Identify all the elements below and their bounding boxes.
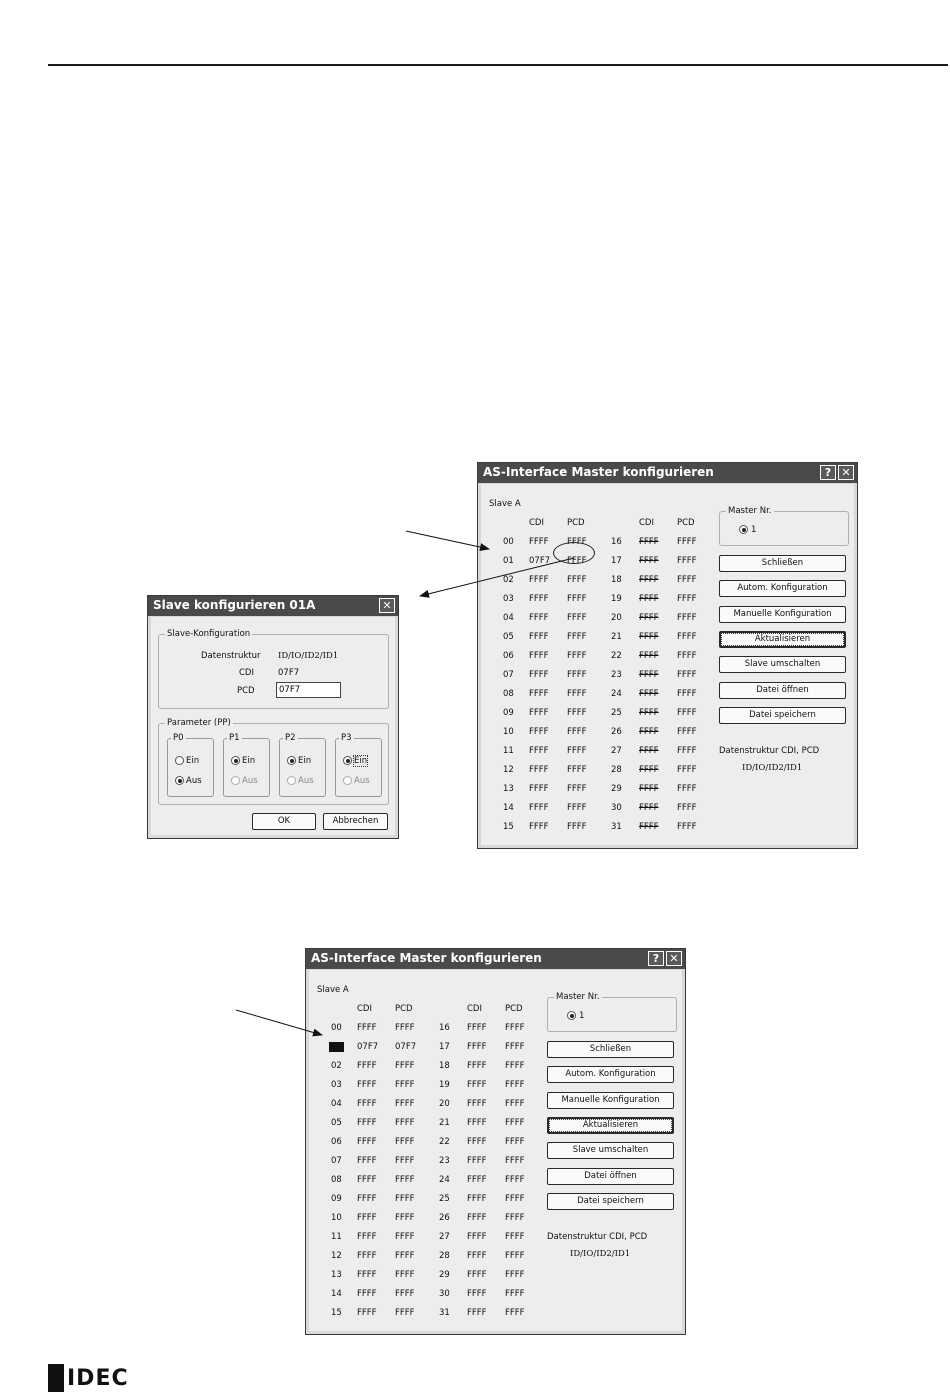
slave-number[interactable]: 15: [503, 822, 514, 832]
action-button-slave-umschalten[interactable]: Slave umschalten: [547, 1142, 674, 1159]
slave-cdi: FFFF: [357, 1118, 377, 1128]
slave-pcd: FFFF: [677, 613, 697, 623]
slave-pcd: FFFF: [677, 537, 697, 547]
param-aus-label: Aus: [186, 776, 202, 786]
slave-pcd: FFFF: [677, 727, 697, 737]
slave-number[interactable]: 12: [503, 765, 514, 775]
slave-number[interactable]: 11: [503, 746, 514, 756]
slave-number[interactable]: 04: [503, 613, 514, 623]
action-button-datei-ffnen[interactable]: Datei öffnen: [547, 1168, 674, 1185]
slave-number[interactable]: 19: [439, 1080, 450, 1090]
slave-pcd: FFFF: [677, 594, 697, 604]
action-button-aktualisieren[interactable]: Aktualisieren: [547, 1117, 674, 1134]
slave-number[interactable]: 04: [331, 1099, 342, 1109]
slave-number[interactable]: 31: [439, 1308, 450, 1318]
slave-cdi: FFFF: [357, 1023, 377, 1033]
master-radio-label: 1: [579, 1011, 585, 1021]
slave-pcd: FFFF: [677, 556, 697, 566]
slave-number[interactable]: 14: [331, 1289, 342, 1299]
slave-pcd: FFFF: [677, 632, 697, 642]
slave-pcd: FFFF: [677, 784, 697, 794]
slave-number[interactable]: 07: [503, 670, 514, 680]
slave-number[interactable]: 10: [331, 1213, 342, 1223]
slave-pcd: FFFF: [567, 651, 587, 661]
slave-number[interactable]: 18: [439, 1061, 450, 1071]
slave-a-label: Slave A: [489, 499, 521, 509]
slave-number[interactable]: 11: [331, 1232, 342, 1242]
slave-number[interactable]: 21: [611, 632, 622, 642]
slave-cdi: FFFF: [639, 594, 659, 604]
slave-pcd: FFFF: [395, 1308, 415, 1318]
slave-cdi: FFFF: [639, 651, 659, 661]
slave-cdi: FFFF: [639, 556, 659, 566]
slave-number[interactable]: 19: [611, 594, 622, 604]
slave-number[interactable]: 13: [331, 1270, 342, 1280]
slave-pcd: FFFF: [567, 803, 587, 813]
slave-number[interactable]: 18: [611, 575, 622, 585]
slave-number[interactable]: 20: [611, 613, 622, 623]
slave-pcd: FFFF: [677, 803, 697, 813]
slave-number[interactable]: 29: [611, 784, 622, 794]
action-button-slave-umschalten[interactable]: Slave umschalten: [719, 656, 846, 673]
action-button-aktualisieren[interactable]: Aktualisieren: [719, 631, 846, 648]
slave-number[interactable]: 02: [331, 1061, 342, 1071]
slave-number[interactable]: 31: [611, 822, 622, 832]
slave-cdi: FFFF: [639, 537, 659, 547]
slave-pcd: FFFF: [395, 1289, 415, 1299]
slave-pcd: FFFF: [677, 746, 697, 756]
slave-pcd: FFFF: [567, 822, 587, 832]
slave-cdi: FFFF: [357, 1232, 377, 1242]
slave-cdi: FFFF: [467, 1061, 487, 1071]
slave-config-label: Slave-Konfiguration: [167, 629, 251, 639]
master-nr-label: Master Nr.: [556, 992, 600, 1002]
slave-pcd: FFFF: [395, 1251, 415, 1261]
slave-pcd: FFFF: [677, 708, 697, 718]
param-ein-label: Ein: [354, 756, 368, 766]
slave-number[interactable]: 10: [503, 727, 514, 737]
slave-cdi: FFFF: [467, 1194, 487, 1204]
slave-pcd: FFFF: [395, 1232, 415, 1242]
slave-number[interactable]: 21: [439, 1118, 450, 1128]
close-icon[interactable]: ✕: [379, 598, 395, 613]
datastruct-value: ID/IO/ID2/ID1: [570, 1249, 631, 1259]
col-pcd-left: PCD: [395, 1004, 413, 1014]
action-button-datei-speichern[interactable]: Datei speichern: [719, 707, 846, 724]
slave-number[interactable]: 05: [503, 632, 514, 642]
slave-number[interactable]: 06: [503, 651, 514, 661]
slave-pcd: FFFF: [505, 1289, 525, 1299]
logo-text: IDEC: [67, 1365, 129, 1391]
slave-pcd: FFFF: [567, 537, 587, 547]
slave-number[interactable]: 12: [331, 1251, 342, 1261]
slave-cdi: FFFF: [467, 1137, 487, 1147]
logo-mark-icon: [48, 1364, 64, 1392]
action-button-manuelle-konfiguration[interactable]: Manuelle Konfiguration: [547, 1092, 674, 1109]
slave-number[interactable]: 28: [439, 1251, 450, 1261]
slave-cdi: FFFF: [357, 1156, 377, 1166]
master-radio-label: 1: [751, 525, 757, 535]
slave-cdi: FFFF: [529, 537, 549, 547]
datastruct-label: Datenstruktur: [201, 651, 261, 661]
cancel-button[interactable]: Abbrechen: [323, 813, 388, 830]
slave-cdi: FFFF: [639, 613, 659, 623]
slave-pcd: FFFF: [677, 689, 697, 699]
param-aus-label: Aus: [298, 776, 314, 786]
slave-cdi: FFFF: [639, 803, 659, 813]
slave-pcd: FFFF: [505, 1175, 525, 1185]
slave-pcd: FFFF: [505, 1137, 525, 1147]
slave-number[interactable]: 30: [439, 1289, 450, 1299]
slave-cdi: FFFF: [529, 803, 549, 813]
slave-cdi: FFFF: [357, 1175, 377, 1185]
slave-cdi: FFFF: [639, 746, 659, 756]
datastruct-label: Datenstruktur CDI, PCD: [547, 1232, 648, 1242]
slave-cdi: FFFF: [357, 1308, 377, 1318]
slave-cdi: FFFF: [467, 1156, 487, 1166]
col-cdi-right: CDI: [467, 1004, 482, 1014]
slave-pcd: FFFF: [677, 670, 697, 680]
slave-cdi: FFFF: [467, 1099, 487, 1109]
slave-pcd: FFFF: [567, 784, 587, 794]
slave-cdi: FFFF: [639, 727, 659, 737]
slave-number[interactable]: 28: [611, 765, 622, 775]
slave-a-label: Slave A: [317, 985, 349, 995]
slave-number[interactable]: 16: [439, 1023, 450, 1033]
action-button-schlie-en[interactable]: Schließen: [719, 555, 846, 572]
arrow-to-dialog: [420, 558, 574, 596]
slave-pcd: FFFF: [505, 1023, 525, 1033]
slave-number[interactable]: 15: [331, 1308, 342, 1318]
slave-number[interactable]: 03: [331, 1080, 342, 1090]
slave-cdi: 07F7: [357, 1042, 379, 1052]
slave-cdi: FFFF: [529, 708, 549, 718]
slave-pcd: FFFF: [677, 651, 697, 661]
slave-number[interactable]: 01: [503, 556, 514, 566]
slave-cdi: FFFF: [529, 727, 549, 737]
slave-cdi: FFFF: [529, 822, 549, 832]
help-icon[interactable]: ?: [648, 951, 664, 966]
param-ein-label: Ein: [242, 756, 256, 766]
param-aus-label: Aus: [354, 776, 370, 786]
slave-cdi: FFFF: [529, 575, 549, 585]
cdi-label: CDI: [239, 668, 254, 678]
slave-cdi: FFFF: [639, 575, 659, 585]
slave-number[interactable]: 06: [331, 1137, 342, 1147]
dialog-title: Slave konfigurieren 01A: [153, 598, 316, 612]
slave-number[interactable]: 22: [611, 651, 622, 661]
action-button-datei-ffnen[interactable]: Datei öffnen: [719, 682, 846, 699]
slave-pcd: FFFF: [505, 1080, 525, 1090]
slave-pcd: FFFF: [505, 1118, 525, 1128]
col-pcd-right: PCD: [505, 1004, 523, 1014]
slave-cdi: FFFF: [529, 594, 549, 604]
slave-number[interactable]: 00: [503, 537, 514, 547]
slave-pcd: FFFF: [395, 1118, 415, 1128]
window-title: AS-Interface Master konfigurieren: [483, 465, 714, 479]
slave-pcd: FFFF: [567, 746, 587, 756]
slave-number[interactable]: 23: [611, 670, 622, 680]
slave-number[interactable]: 25: [611, 708, 622, 718]
arrow-to-slave-01: [406, 531, 489, 549]
slave-number[interactable]: 08: [331, 1175, 342, 1185]
slave-pcd: FFFF: [567, 632, 587, 642]
slave-number[interactable]: 01: [331, 1042, 342, 1052]
slave-cdi: FFFF: [467, 1270, 487, 1280]
slave-cdi: FFFF: [357, 1194, 377, 1204]
slave-number[interactable]: 27: [611, 746, 622, 756]
slave-number[interactable]: 03: [503, 594, 514, 604]
slave-cdi: FFFF: [639, 632, 659, 642]
slave-cdi: FFFF: [529, 784, 549, 794]
slave-number[interactable]: 00: [331, 1023, 342, 1033]
datastruct-label: Datenstruktur CDI, PCD: [719, 746, 820, 756]
slave-pcd: FFFF: [505, 1232, 525, 1242]
slave-cdi: FFFF: [357, 1061, 377, 1071]
slave-number[interactable]: 22: [439, 1137, 450, 1147]
cdi-value: 07F7: [278, 668, 300, 678]
slave-pcd: FFFF: [505, 1042, 525, 1052]
slave-pcd: FFFF: [677, 575, 697, 585]
slave-cdi: FFFF: [639, 670, 659, 680]
slave-pcd: FFFF: [567, 613, 587, 623]
slave-number[interactable]: 26: [439, 1213, 450, 1223]
slave-number[interactable]: 24: [611, 689, 622, 699]
slave-cdi: FFFF: [639, 822, 659, 832]
slave-cdi: FFFF: [467, 1080, 487, 1090]
slave-number[interactable]: 02: [503, 575, 514, 585]
action-button-schlie-en[interactable]: Schließen: [547, 1041, 674, 1058]
datastruct-value: ID/IO/ID2/ID1: [278, 651, 339, 661]
pcd-label: PCD: [237, 686, 255, 696]
param-name: P0: [173, 733, 184, 743]
param-ein-label: Ein: [186, 756, 200, 766]
slave-number[interactable]: 17: [439, 1042, 450, 1052]
slave-number[interactable]: 09: [503, 708, 514, 718]
slave-number[interactable]: 14: [503, 803, 514, 813]
slave-pcd: FFFF: [395, 1270, 415, 1280]
close-icon[interactable]: ✕: [666, 951, 682, 966]
col-pcd-right: PCD: [677, 518, 695, 528]
slave-cdi: FFFF: [639, 689, 659, 699]
slave-number[interactable]: 26: [611, 727, 622, 737]
param-aus-label: Aus: [242, 776, 258, 786]
param-ein-label: Ein: [298, 756, 312, 766]
slave-pcd: FFFF: [395, 1061, 415, 1071]
param-name: P3: [341, 733, 352, 743]
slave-pcd: FFFF: [567, 556, 587, 566]
slave-pcd: FFFF: [395, 1156, 415, 1166]
slave-cdi: FFFF: [467, 1213, 487, 1223]
slave-pcd: FFFF: [395, 1194, 415, 1204]
slave-pcd: FFFF: [567, 575, 587, 585]
slave-cdi: FFFF: [529, 651, 549, 661]
slave-cdi: FFFF: [639, 765, 659, 775]
slave-cdi: FFFF: [357, 1270, 377, 1280]
slave-pcd: FFFF: [505, 1194, 525, 1204]
slave-cdi: 07F7: [529, 556, 551, 566]
slave-cdi: FFFF: [639, 784, 659, 794]
slave-cdi: FFFF: [357, 1099, 377, 1109]
slave-cdi: FFFF: [467, 1118, 487, 1128]
slave-cdi: FFFF: [529, 765, 549, 775]
slave-number[interactable]: 25: [439, 1194, 450, 1204]
slave-cdi: FFFF: [529, 613, 549, 623]
slave-pcd: FFFF: [505, 1061, 525, 1071]
slave-pcd: FFFF: [505, 1270, 525, 1280]
slave-pcd: FFFF: [567, 727, 587, 737]
idec-logo: [48, 1364, 129, 1392]
slave-cdi: FFFF: [467, 1251, 487, 1261]
param-name: P2: [285, 733, 296, 743]
slave-number[interactable]: 20: [439, 1099, 450, 1109]
slave-cdi: FFFF: [529, 670, 549, 680]
slave-cdi: FFFF: [467, 1289, 487, 1299]
slave-pcd: FFFF: [395, 1080, 415, 1090]
action-button-autom-konfiguration[interactable]: Autom. Konfiguration: [547, 1066, 674, 1083]
action-button-manuelle-konfiguration[interactable]: Manuelle Konfiguration: [719, 606, 846, 623]
slave-pcd: FFFF: [567, 594, 587, 604]
slave-pcd: FFFF: [567, 765, 587, 775]
slave-number[interactable]: 24: [439, 1175, 450, 1185]
slave-pcd: FFFF: [395, 1099, 415, 1109]
slave-cdi: FFFF: [357, 1213, 377, 1223]
slave-cdi: FFFF: [357, 1137, 377, 1147]
slave-pcd: FFFF: [505, 1251, 525, 1261]
slave-pcd: FFFF: [395, 1023, 415, 1033]
slave-number[interactable]: 23: [439, 1156, 450, 1166]
slave-number[interactable]: 07: [331, 1156, 342, 1166]
slave-number[interactable]: 29: [439, 1270, 450, 1280]
slave-pcd: FFFF: [395, 1175, 415, 1185]
slave-pcd: FFFF: [567, 670, 587, 680]
window-title: AS-Interface Master konfigurieren: [311, 951, 542, 965]
slave-cdi: FFFF: [357, 1251, 377, 1261]
slave-pcd: FFFF: [677, 822, 697, 832]
slave-cdi: FFFF: [357, 1080, 377, 1090]
slave-cdi: FFFF: [529, 689, 549, 699]
parameter-label: Parameter (PP): [167, 718, 231, 728]
slave-cdi: FFFF: [357, 1289, 377, 1299]
help-icon[interactable]: ?: [820, 465, 836, 480]
slave-pcd: FFFF: [505, 1099, 525, 1109]
slave-number[interactable]: 27: [439, 1232, 450, 1242]
arrow-to-updated-slave: [236, 1010, 322, 1035]
col-cdi-left: CDI: [357, 1004, 372, 1014]
slave-cdi: FFFF: [529, 632, 549, 642]
slave-pcd: FFFF: [505, 1308, 525, 1318]
slave-number[interactable]: 30: [611, 803, 622, 813]
col-cdi-left: CDI: [529, 518, 544, 528]
action-button-datei-speichern[interactable]: Datei speichern: [547, 1193, 674, 1210]
slave-cdi: FFFF: [639, 708, 659, 718]
slave-cdi: FFFF: [467, 1308, 487, 1318]
slave-pcd: FFFF: [505, 1213, 525, 1223]
slave-pcd: FFFF: [567, 708, 587, 718]
datastruct-value: ID/IO/ID2/ID1: [742, 763, 803, 773]
slave-pcd: 07F7: [395, 1042, 417, 1052]
slave-pcd: FFFF: [567, 689, 587, 699]
ok-button[interactable]: OK: [252, 813, 316, 830]
slave-pcd: FFFF: [395, 1213, 415, 1223]
slave-cdi: FFFF: [467, 1232, 487, 1242]
slave-number[interactable]: 08: [503, 689, 514, 699]
slave-number[interactable]: 13: [503, 784, 514, 794]
master-nr-label: Master Nr.: [728, 506, 772, 516]
action-button-autom-konfiguration[interactable]: Autom. Konfiguration: [719, 580, 846, 597]
slave-cdi: FFFF: [467, 1175, 487, 1185]
slave-pcd: FFFF: [677, 765, 697, 775]
col-cdi-right: CDI: [639, 518, 654, 528]
slave-pcd: FFFF: [395, 1137, 415, 1147]
slave-cdi: FFFF: [467, 1042, 487, 1052]
param-name: P1: [229, 733, 240, 743]
slave-cdi: FFFF: [529, 746, 549, 756]
slave-number[interactable]: 05: [331, 1118, 342, 1128]
slave-number[interactable]: 17: [611, 556, 622, 566]
col-pcd-left: PCD: [567, 518, 585, 528]
close-icon[interactable]: ✕: [838, 465, 854, 480]
slave-pcd: FFFF: [505, 1156, 525, 1166]
slave-number[interactable]: 09: [331, 1194, 342, 1204]
slave-number[interactable]: 16: [611, 537, 622, 547]
slave-cdi: FFFF: [467, 1023, 487, 1033]
